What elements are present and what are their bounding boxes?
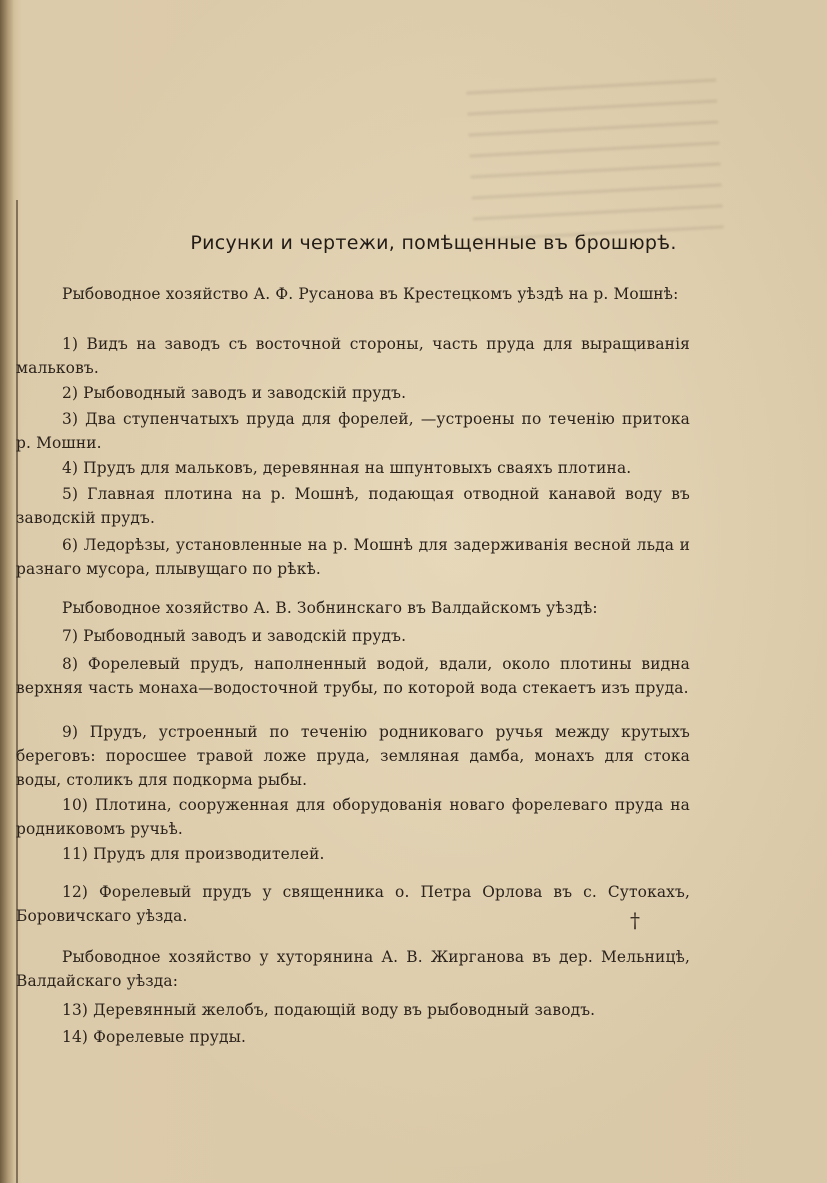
list-item: 5) Главная плотина на р. Мошнѣ, подающая отводной канавой воду въ заводскій прудъ. (16, 485, 690, 527)
list-item: 7) Рыбоводный заводъ и заводскій прудъ. (62, 627, 407, 645)
ink-mark: † (630, 908, 640, 932)
list-item: 9) Прудъ, устроенный по теченію родниковаго ручья между крутыхъ береговъ: поросшее травой ложе пруда, земляная дамба, монахъ для стока воды, столикъ для подкорма рыбы. (16, 723, 690, 789)
section-heading: Рыбоводное хозяйство А. В. Зобнинскаго въ Валдайскомъ уѣздѣ: (62, 599, 598, 617)
list-item: 8) Форелевый прудъ, наполненный водой, вдали, около плотины видна верхняя часть монаха—водосточной трубы, по которой вода стекаетъ изъ пруда. (16, 655, 690, 697)
list-item: 1) Видъ на заводъ съ восточной стороны, часть пруда для выращиванія мальковъ. (16, 335, 690, 377)
list-item: 6) Ледорѣзы, установленные на р. Мошнѣ для задерживанія весной льда и разнаго мусора, плывущаго по рѣкѣ. (16, 536, 690, 578)
list-item: 3) Два ступенчатыхъ пруда для форелей, —устроены по теченію притока р. Мошни. (16, 410, 690, 452)
list-item: 11) Прудъ для производителей. (62, 845, 325, 863)
list-item: 2) Рыбоводный заводъ и заводскій прудъ. (62, 384, 407, 402)
list-item: 12) Форелевый прудъ у священника о. Петра Орлова въ с. Сутокахъ, Боровичскаго уѣзда. (16, 883, 690, 925)
book-spine-shadow (0, 0, 14, 1183)
list-item: 14) Форелевые пруды. (62, 1028, 247, 1046)
list-item: 13) Деревянный желобъ, подающій воду въ рыбоводный заводъ. (62, 1001, 596, 1019)
page-title: Рисунки и чертежи, помѣщенные въ брошюрѣ. (190, 232, 677, 254)
section-heading: Рыбоводное хозяйство у хуторянина А. В. Жирганова въ дер. Мельницѣ, Валдайскаго уѣзда: (16, 948, 690, 990)
bleed-through-text (466, 79, 724, 242)
section-heading: Рыбоводное хозяйство А. Ф. Русанова въ Крестецкомъ уѣздѣ на р. Мошнѣ: (62, 285, 679, 303)
list-item: 10) Плотина, сооруженная для оборудованія новаго форелеваго пруда на родниковомъ ручьѣ. (16, 796, 690, 838)
list-item: 4) Прудъ для мальковъ, деревянная на шпунтовыхъ сваяхъ плотина. (62, 459, 632, 477)
